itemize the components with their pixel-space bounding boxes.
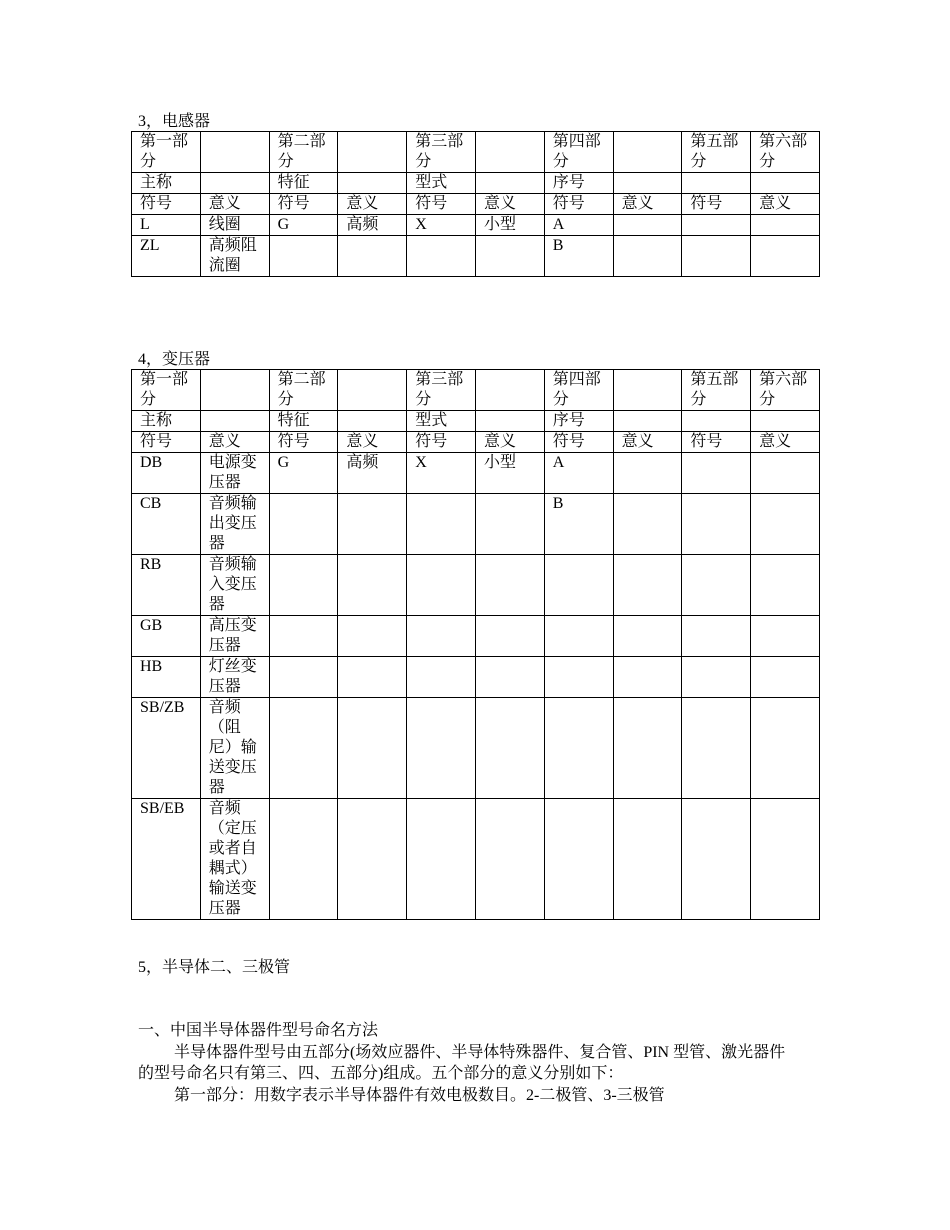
symbol-cell [682,657,751,698]
meaning-cell: 高压变压器 [200,616,269,657]
part-heading-cell: 第五部分 [682,132,751,173]
symbol-cell [407,494,476,555]
symbol-cell [682,799,751,920]
symbol-cell: RB [132,555,201,616]
table-row [132,799,820,920]
naming-method-section [138,1020,798,1106]
column-label-cell: 符号 [407,432,476,453]
symbol-cell: SB/ZB [132,698,201,799]
column-label-cell: 符号 [269,194,338,215]
table-row [132,236,820,277]
part-name-cell [682,411,751,432]
part-name-cell [751,173,820,194]
table-row [132,215,820,236]
meaning-cell [751,799,820,920]
meaning-cell [613,494,682,555]
part-name-cell [338,411,407,432]
meaning-cell [751,215,820,236]
meaning-cell [475,236,544,277]
table-row [132,555,820,616]
meaning-cell: 音频（定压或者自耦式）输送变压器 [200,799,269,920]
part-heading-cell [200,132,269,173]
symbol-cell: ZL [132,236,201,277]
part-heading-cell: 第一部分 [132,370,201,411]
table-header-row [132,173,820,194]
semiconductor-section-heading: 5，半导体二、三极管 [138,959,291,976]
symbol-cell: G [269,453,338,494]
part-heading-cell: 第五部分 [682,370,751,411]
symbol-cell: DB [132,453,201,494]
part-name-cell: 特征 [269,173,338,194]
meaning-cell: 线圈 [200,215,269,236]
column-label-cell: 符号 [407,194,476,215]
part-name-cell: 型式 [407,411,476,432]
meaning-cell [613,698,682,799]
symbol-cell [407,616,476,657]
column-label-cell: 符号 [682,432,751,453]
part-name-cell: 序号 [544,411,613,432]
meaning-cell [475,657,544,698]
symbol-cell [682,616,751,657]
symbol-cell [269,555,338,616]
symbol-cell [682,453,751,494]
symbol-cell: G [269,215,338,236]
part-name-cell: 主称 [132,411,201,432]
part-heading-cell [475,132,544,173]
meaning-cell [613,215,682,236]
meaning-cell [751,494,820,555]
symbol-cell: A [544,453,613,494]
meaning-cell [475,555,544,616]
column-label-cell: 意义 [613,194,682,215]
table-row [132,698,820,799]
meaning-cell [475,698,544,799]
column-label-cell: 意义 [338,432,407,453]
symbol-cell [682,698,751,799]
column-label-cell: 意义 [475,432,544,453]
symbol-cell [269,657,338,698]
meaning-cell [338,494,407,555]
column-label-cell: 意义 [338,194,407,215]
column-label-cell: 符号 [682,194,751,215]
meaning-cell [751,236,820,277]
column-label-cell: 符号 [132,194,201,215]
part-name-cell: 主称 [132,173,201,194]
symbol-cell [269,799,338,920]
meaning-cell [613,236,682,277]
meaning-cell: 音频输出变压器 [200,494,269,555]
column-label-cell: 意义 [200,194,269,215]
meaning-cell [613,616,682,657]
transformer-table-body [132,370,820,920]
part-heading-cell: 第三部分 [407,370,476,411]
symbol-cell [544,799,613,920]
part-name-cell [200,173,269,194]
part-heading-cell: 第三部分 [407,132,476,173]
column-label-cell: 符号 [269,432,338,453]
meaning-cell [475,799,544,920]
part-name-cell [613,411,682,432]
table-header-row [132,194,820,215]
meaning-cell: 高频 [338,215,407,236]
part-name-cell [751,411,820,432]
table-header-row [132,411,820,432]
inductor-naming-table [131,131,820,277]
meaning-cell [751,616,820,657]
table-row [132,453,820,494]
symbol-cell: HB [132,657,201,698]
symbol-cell: L [132,215,201,236]
meaning-cell: 音频（阻尼）输送变压器 [200,698,269,799]
symbol-cell: A [544,215,613,236]
symbol-cell [269,236,338,277]
part-heading-cell: 第二部分 [269,370,338,411]
symbol-cell [682,494,751,555]
column-label-cell: 意义 [475,194,544,215]
symbol-cell [682,236,751,277]
symbol-cell [269,698,338,799]
column-label-cell: 意义 [200,432,269,453]
part-heading-cell: 第六部分 [751,132,820,173]
symbol-cell [544,555,613,616]
meaning-cell: 小型 [475,215,544,236]
meaning-cell [613,799,682,920]
part-heading-cell [200,370,269,411]
symbol-cell [407,799,476,920]
symbol-cell [407,236,476,277]
meaning-cell [751,453,820,494]
symbol-cell [682,215,751,236]
part-heading-cell [613,132,682,173]
part-heading-cell [338,132,407,173]
symbol-cell: B [544,494,613,555]
column-label-cell: 意义 [613,432,682,453]
symbol-cell [269,616,338,657]
part-name-cell [682,173,751,194]
part-heading-cell: 第四部分 [544,370,613,411]
column-label-cell: 符号 [132,432,201,453]
part-heading-cell [613,370,682,411]
part-heading-cell [475,370,544,411]
table-header-row [132,432,820,453]
column-label-cell: 符号 [544,432,613,453]
symbol-cell [544,698,613,799]
part-name-cell [613,173,682,194]
part-heading-cell: 第四部分 [544,132,613,173]
meaning-cell: 灯丝变压器 [200,657,269,698]
part-heading-cell: 第六部分 [751,370,820,411]
naming-method-paragraph: 半导体器件型号由五部分(场效应器件、半导体特殊器件、复合管、PIN 型管、激光器件的型号命名只有第三、四、五部分)组成。五个部分的意义分别如下： [138,1043,786,1082]
meaning-cell [475,494,544,555]
column-label-cell: 意义 [751,432,820,453]
meaning-cell: 高频 [338,453,407,494]
meaning-cell [751,555,820,616]
part-heading-cell [338,370,407,411]
meaning-cell [613,657,682,698]
symbol-cell [544,657,613,698]
meaning-cell [475,616,544,657]
part-name-cell [475,173,544,194]
meaning-cell: 高频阻流圈 [200,236,269,277]
column-label-cell: 意义 [751,194,820,215]
meaning-cell [338,657,407,698]
table-header-row [132,132,820,173]
column-label-cell: 符号 [544,194,613,215]
meaning-cell: 小型 [475,453,544,494]
table-row [132,657,820,698]
part-heading-cell: 第二部分 [269,132,338,173]
part-name-cell: 序号 [544,173,613,194]
symbol-cell: CB [132,494,201,555]
meaning-cell [338,236,407,277]
part-name-cell: 型式 [407,173,476,194]
symbol-cell: X [407,453,476,494]
meaning-cell [613,453,682,494]
naming-method-title: 一、中国半导体器件型号命名方法 [138,1022,379,1039]
meaning-cell [338,698,407,799]
part-heading-cell: 第一部分 [132,132,201,173]
naming-method-paragraph: 第一部分：用数字表示半导体器件有效电极数目。2-二极管、3-三极管 [174,1086,665,1104]
symbol-cell [407,555,476,616]
transformer-section-heading: 4，变压器 [138,351,211,368]
symbol-cell [407,698,476,799]
meaning-cell [338,555,407,616]
symbol-cell: GB [132,616,201,657]
symbol-cell: SB/EB [132,799,201,920]
part-name-cell [475,411,544,432]
symbol-cell: B [544,236,613,277]
symbol-cell [269,494,338,555]
meaning-cell [338,616,407,657]
symbol-cell [544,616,613,657]
meaning-cell [751,698,820,799]
meaning-cell [613,555,682,616]
table-row [132,616,820,657]
meaning-cell: 音频输入变压器 [200,555,269,616]
symbol-cell: X [407,215,476,236]
inductor-section-heading: 3，电感器 [138,113,211,130]
table-header-row [132,370,820,411]
meaning-cell [338,799,407,920]
part-name-cell [338,173,407,194]
part-name-cell [200,411,269,432]
part-name-cell: 特征 [269,411,338,432]
meaning-cell: 电源变压器 [200,453,269,494]
inductor-table-body [132,132,820,277]
table-row [132,494,820,555]
transformer-naming-table [131,369,820,920]
symbol-cell [407,657,476,698]
symbol-cell [682,555,751,616]
meaning-cell [751,657,820,698]
